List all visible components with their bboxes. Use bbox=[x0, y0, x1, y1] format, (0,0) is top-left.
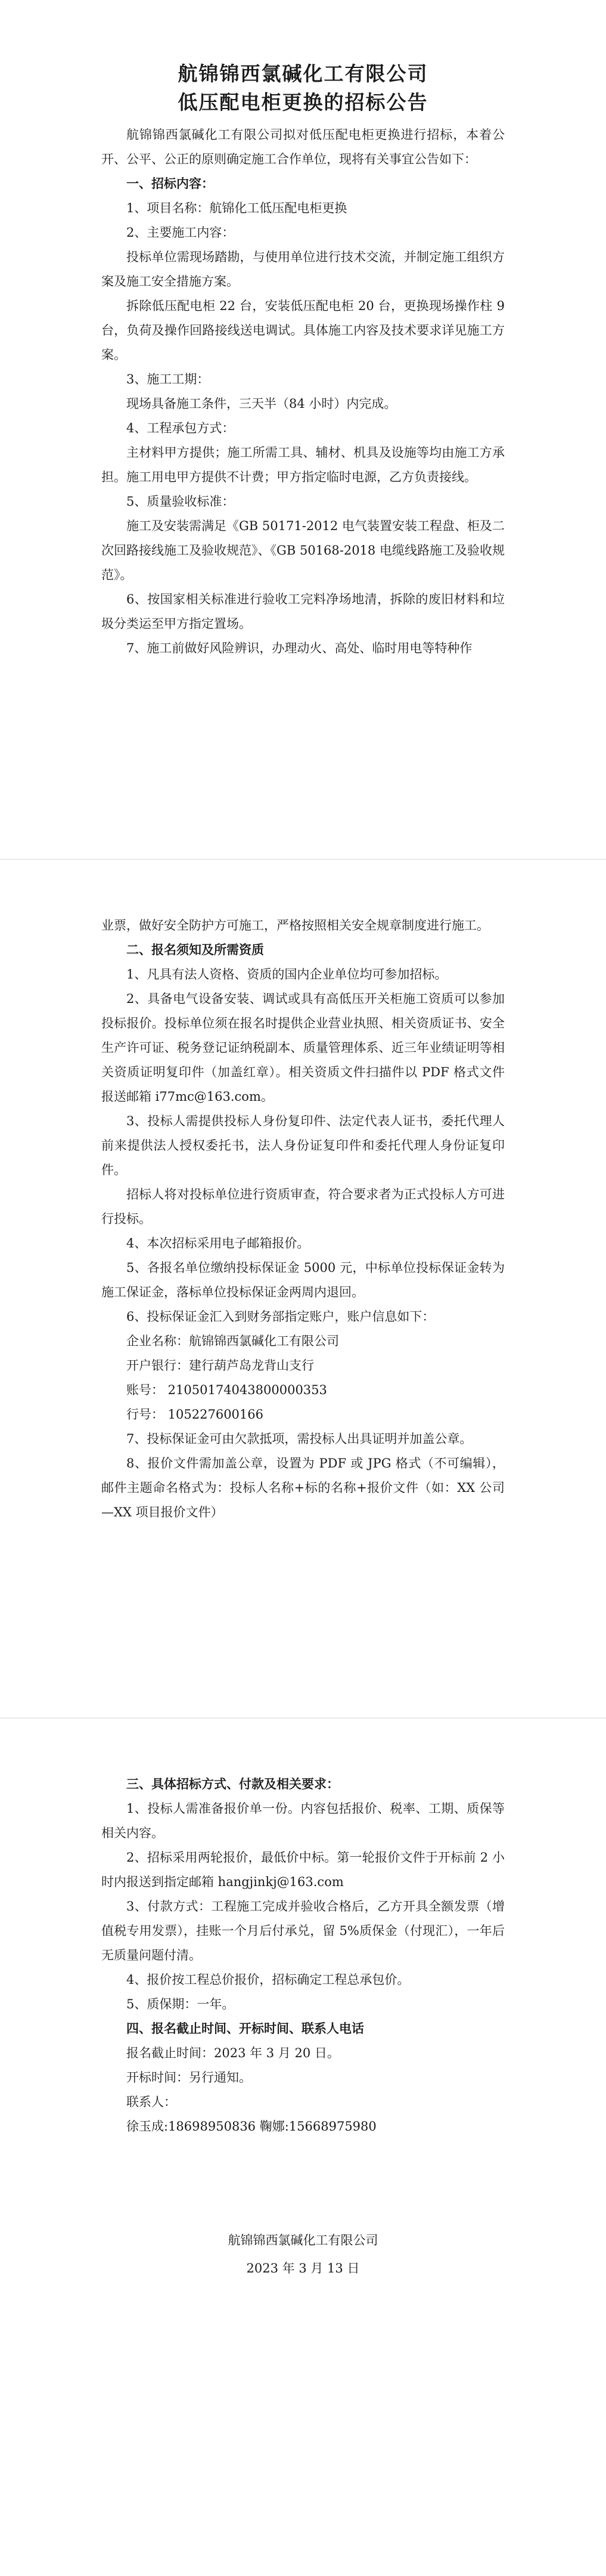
s1-item-5-para: 施工及安装需满足《GB 50171-2012 电气装置安装工程盘、柜及二次回路接线施工及验收规范》、《GB 50168-2018 电缆线路施工及验收规范》。 bbox=[101, 519, 505, 582]
s2-item-3: 3、投标人需提供投标人身份复印件、法定代表人证书，委托代理人前来提供法人授权委托书，法人身份证复印件和委托代理人身份证复印件。 bbox=[101, 1114, 505, 1177]
title-line-1: 航锦锦西氯碱化工有限公司 bbox=[178, 62, 428, 85]
s3-item-4: 4、报价按工程总价报价，招标确定工程总承包价。 bbox=[126, 1973, 410, 1987]
contact-label: 联系人： bbox=[126, 2095, 176, 2109]
s1-item-7-continued: 业票，做好安全防护方可施工，严格按照相关安全规章制度进行施工。 bbox=[101, 918, 489, 933]
s1-item-4-para: 主材料甲方提供；施工所需工具、辅材、机具及设施等均由施工方承担。施工用电甲方提供不计费；甲方指定临时电源，乙方负责接线。 bbox=[101, 445, 505, 484]
s1-item-3: 3、施工工期： bbox=[126, 372, 210, 386]
s2-item-6: 6、投标保证金汇入到财务部指定账户，账户信息如下： bbox=[126, 1309, 435, 1324]
s2-item-4: 4、本次招标采用电子邮箱报价。 bbox=[126, 1236, 310, 1250]
section-2-heading: 二、报名须知及所需资质 bbox=[126, 943, 264, 957]
bank-code: 行号： 105227600166 bbox=[126, 1407, 264, 1422]
section-4-heading: 四、报名截止时间、开标时间、联系人电话 bbox=[126, 2021, 364, 2036]
opening-time: 开标时间：另行通知。 bbox=[126, 2070, 251, 2085]
contact-phones: 徐玉成:18698950836 鞠娜:15668975980 bbox=[126, 2119, 377, 2134]
s1-item-1: 1、项目名称：航锦化工低压配电柜更换 bbox=[126, 201, 347, 215]
account-company-name: 企业名称：航锦锦西氯碱化工有限公司 bbox=[126, 1334, 339, 1348]
s2-item-2: 2、具备电气设备安装、调试或具有高低压开关柜施工资质可以参加投标报价。投标单位须在报名时提供企业营业执照、相关资质证书、安全生产许可证、税务登记证纳税副本、质量管理体系、近三年业绩证明等相关资质证明复印件（加盖红章）。相关资质文件扫描件以 PDF 格式文件报送邮箱 i77mc@163.com。 bbox=[101, 992, 505, 1104]
s1-item-6: 6、按国家相关标准进行验收工完料净场地清，拆除的废旧材料和垃圾分类运至甲方指定置场。 bbox=[101, 592, 505, 631]
section-3-heading: 三、具体招标方式、付款及相关要求： bbox=[126, 1777, 339, 1791]
s1-item-4: 4、工程承包方式： bbox=[126, 421, 235, 435]
document-page-2 bbox=[0, 860, 606, 1717]
account-number: 账号： 21050174043800000353 bbox=[126, 1383, 327, 1397]
intro-paragraph: 航锦锦西氯碱化工有限公司拟对低压配电柜更换进行招标，本着公开、公平、公正的原则确定施工合作单位，现将有关事宜公告如下： bbox=[101, 128, 505, 166]
s1-item-2: 2、主要施工内容： bbox=[126, 225, 235, 240]
s2-item-1: 1、凡具有法人资格、资质的国内企业单位均可参加招标。 bbox=[126, 967, 447, 982]
s3-item-2: 2、招标采用两轮报价，最低价中标。第一轮报价文件于开标前 2 小时内报送到指定邮箱 hangjinkj@163.com bbox=[101, 1850, 505, 1889]
s2-item-8: 8、报价文件需加盖公章，设置为 PDF 或 JPG 格式（不可编辑），邮件主题命名格式为：投标人名称+标的名称+报价文件（如：XX 公司—XX 项目报价文件） bbox=[101, 1456, 505, 1519]
s1-item-2-para-1: 投标单位需现场踏勘，与使用单位进行技术交流，并制定施工组织方案及施工安全措施方案。 bbox=[101, 250, 505, 289]
s1-item-5: 5、质量验收标准： bbox=[126, 494, 235, 509]
s2-item-3-para: 招标人将对投标单位进行资质审查，符合要求者为正式投标人方可进行投标。 bbox=[101, 1187, 505, 1226]
document-page-3 bbox=[0, 1719, 606, 2576]
document-page-1 bbox=[0, 0, 606, 859]
s1-item-7: 7、施工前做好风险辨识，办理动火、高处、临时用电等特种作 bbox=[126, 641, 473, 655]
s3-item-1: 1、投标人需准备报价单一份。内容包括报价、税率、工期、质保等相关内容。 bbox=[101, 1801, 505, 1840]
s1-item-3-para: 现场具备施工条件，三天半（84 小时）内完成。 bbox=[126, 397, 397, 411]
section-1-heading: 一、招标内容： bbox=[126, 177, 214, 191]
footer-date: 2023 年 3 月 13 日 bbox=[246, 2261, 360, 2275]
title-line-2: 低压配电柜更换的招标公告 bbox=[178, 91, 428, 114]
registration-deadline: 报名截止时间：2023 年 3 月 20 日。 bbox=[126, 2046, 340, 2060]
s2-item-7: 7、投标保证金可由欠款抵项，需投标人出具证明并加盖公章。 bbox=[126, 1432, 473, 1446]
account-bank: 开户银行：建行葫芦岛龙背山支行 bbox=[126, 1358, 314, 1373]
s1-item-2-para-2: 拆除低压配电柜 22 台，安装低压配电柜 20 台，更换现场操作柱 9 台，负荷及操作回路接线送电调试。具体施工内容及技术要求详见施工方案。 bbox=[101, 299, 505, 362]
s3-item-5: 5、质保期：一年。 bbox=[126, 1997, 235, 2011]
footer-organization: 航锦锦西氯碱化工有限公司 bbox=[228, 2233, 378, 2247]
s3-item-3: 3、付款方式：工程施工完成并验收合格后，乙方开具全额发票（增值税专用发票），挂账一个月后付承兑，留 5%质保金（付现汇），一年后无质量问题付清。 bbox=[101, 1899, 505, 1962]
s2-item-5: 5、各报名单位缴纳投标保证金 5000 元，中标单位投标保证金转为施工保证金，落标单位投标保证金两周内退回。 bbox=[101, 1261, 505, 1299]
